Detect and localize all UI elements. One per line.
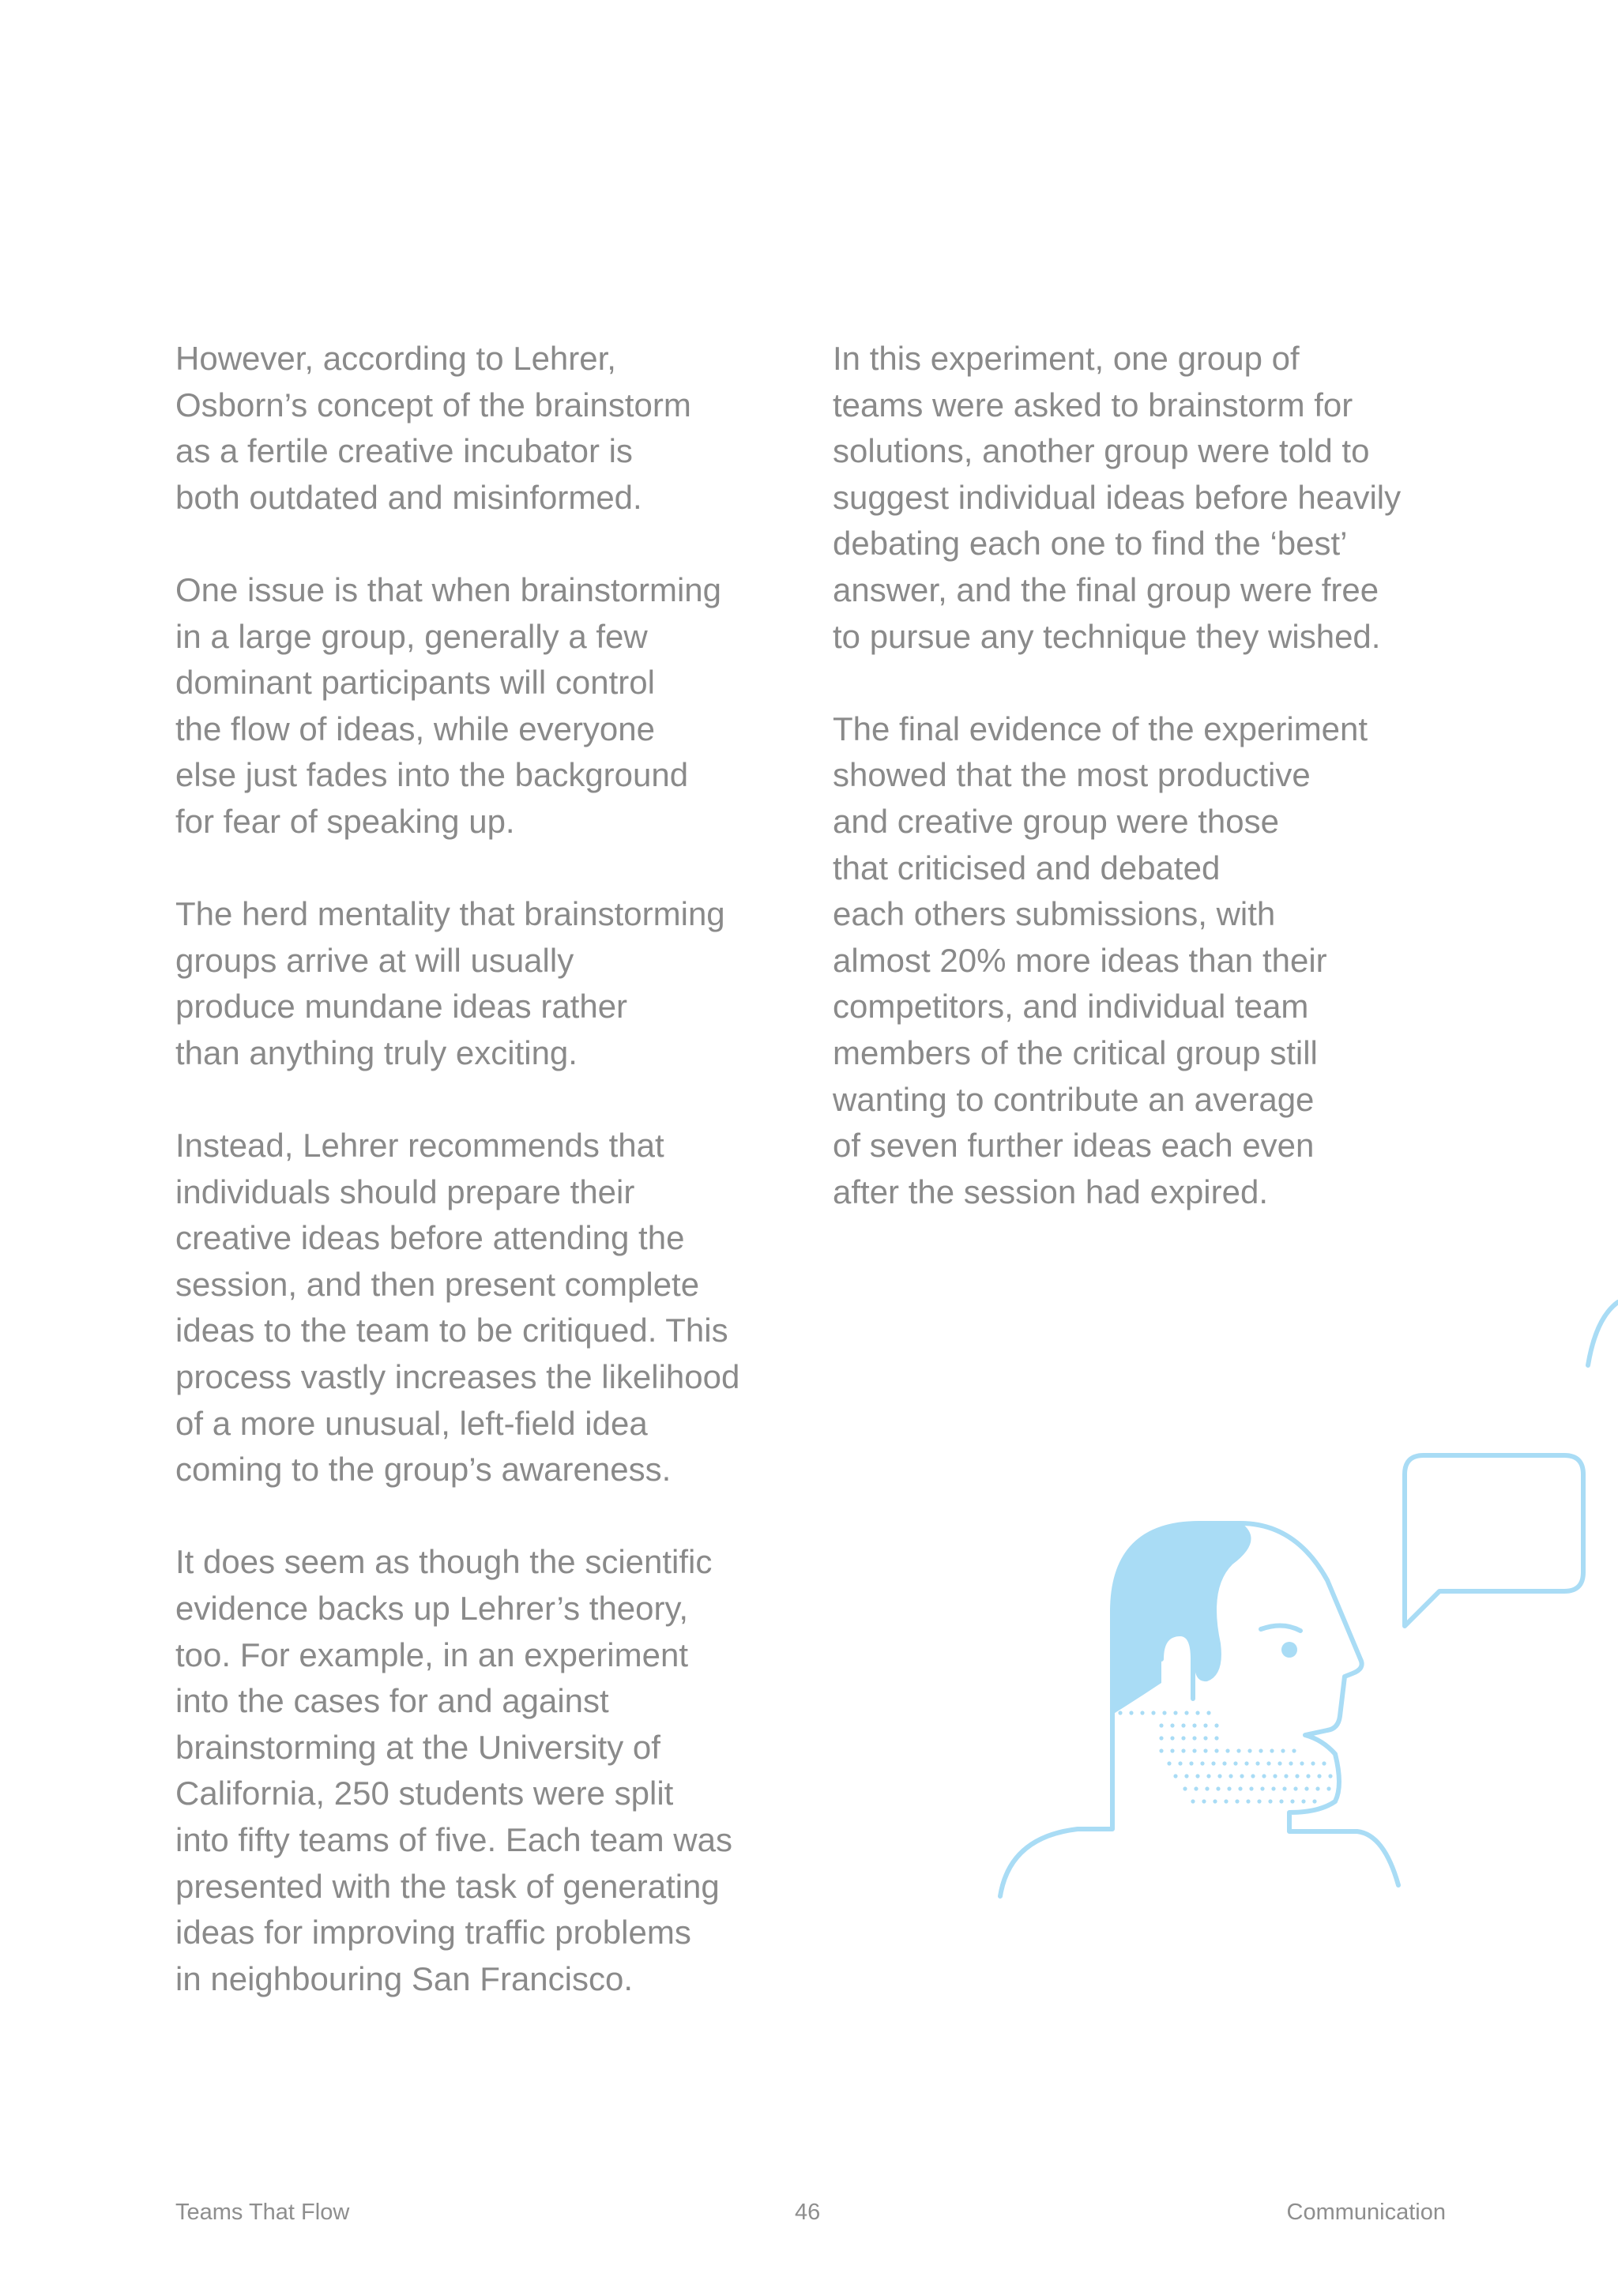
stubble-dot (1129, 1711, 1133, 1714)
text-line: and creative group were those (833, 802, 1280, 840)
page-number: 46 (795, 2200, 821, 2225)
stubble-dot (1118, 1711, 1122, 1714)
text-line: after the session had expired. (833, 1172, 1269, 1210)
text-line: suggest individual ideas before heavily (833, 478, 1402, 516)
stubble-dot (1167, 1761, 1171, 1765)
text-line: of a more unusual, left-field idea (175, 1404, 648, 1442)
stubble-dot (1184, 1711, 1188, 1714)
stubble-dot (1284, 1774, 1288, 1778)
stubble-dot (1203, 1723, 1207, 1727)
stubble-dot (1181, 1736, 1185, 1740)
text-line: presented with the task of generating (175, 1867, 720, 1905)
stubble-dot (1159, 1748, 1163, 1752)
stubble-dot (1222, 1761, 1226, 1765)
stubble-dot (1184, 1774, 1188, 1778)
stubble-dot (1159, 1736, 1163, 1740)
stubble-dot (1244, 1761, 1248, 1765)
stubble-dot (1214, 1736, 1218, 1740)
text-line: individuals should prepare their (175, 1172, 635, 1210)
stubble-dot (1214, 1723, 1218, 1727)
right-column (833, 336, 1528, 1262)
paragraph (175, 567, 807, 845)
text-line: solutions, another group were told to (833, 432, 1370, 470)
stubble-dot (1235, 1799, 1239, 1803)
stubble-dot (1290, 1799, 1294, 1803)
text-line: each others submissions, with (833, 895, 1276, 933)
stubble-dot (1304, 1786, 1308, 1790)
text-line: dominant participants will control (175, 664, 655, 702)
eyebrow-shape (1261, 1625, 1300, 1631)
stubble-dot (1270, 1748, 1274, 1752)
paragraph (833, 706, 1528, 1216)
stubble-dot (1281, 1748, 1285, 1752)
stubble-dot (1194, 1786, 1198, 1790)
stubble-dot (1203, 1748, 1207, 1752)
stubble-dot (1206, 1774, 1210, 1778)
stubble-dot (1247, 1748, 1251, 1752)
stubble-dot (1295, 1774, 1299, 1778)
stubble-dot (1192, 1748, 1196, 1752)
stubble-dot (1279, 1799, 1283, 1803)
stubble-dot (1203, 1736, 1207, 1740)
paragraph (175, 1123, 807, 1493)
left-column (175, 336, 807, 2049)
text-line: wanting to contribute an average (833, 1080, 1315, 1118)
text-line: produce mundane ideas rather (175, 988, 628, 1026)
text-line: competitors, and individual team (833, 988, 1309, 1026)
stubble-dot (1227, 1786, 1231, 1790)
stubble-dot (1262, 1774, 1266, 1778)
stubble-dot (1259, 1748, 1262, 1752)
stubble-dot (1211, 1761, 1215, 1765)
stubble-dot (1240, 1774, 1244, 1778)
stubble-dot (1192, 1736, 1196, 1740)
text-line: debating each one to find the ‘best’ (833, 525, 1348, 563)
stubble-dot (1300, 1761, 1304, 1765)
text-line: session, and then present complete (175, 1265, 700, 1303)
stubble-dot (1191, 1799, 1195, 1803)
stubble-dot (1238, 1786, 1242, 1790)
footer-book-title: Teams That Flow (175, 2200, 350, 2225)
stubble-dot (1192, 1723, 1196, 1727)
stubble-dot (1183, 1786, 1187, 1790)
stubble-dot (1315, 1786, 1319, 1790)
stubble-dot (1277, 1761, 1281, 1765)
text-line: groups arrive at will usually (175, 941, 574, 979)
text-line: ideas for improving traffic problems (175, 1914, 691, 1952)
stubble-dot (1140, 1711, 1144, 1714)
text-line: that criticised and debated (833, 849, 1221, 886)
stubble-dot (1159, 1723, 1163, 1727)
text-line: ideas to the team to be critiqued. This (175, 1312, 728, 1349)
stubble-dot (1205, 1786, 1209, 1790)
stubble-dot (1225, 1748, 1229, 1752)
stubble-dots (1118, 1711, 1332, 1803)
text-line: It does seem as though the scientific (175, 1543, 713, 1581)
person-speech-bubble-icon (980, 1288, 1618, 1920)
stubble-dot (1289, 1761, 1293, 1765)
text-line: into fifty teams of five. Each team was (175, 1821, 732, 1858)
stubble-dot (1292, 1748, 1296, 1752)
stubble-dot (1257, 1799, 1261, 1803)
speech-bubble-icon (1405, 1455, 1583, 1626)
stubble-dot (1246, 1799, 1250, 1803)
hair-shape (1112, 1523, 1251, 1714)
stubble-dot (1195, 1774, 1199, 1778)
stubble-dot (1224, 1799, 1228, 1803)
paragraph (175, 336, 807, 521)
partial-circle-shape (1588, 1302, 1618, 1365)
stubble-dot (1249, 1786, 1253, 1790)
text-line: evidence backs up Lehrer’s theory, (175, 1590, 689, 1628)
stubble-dot (1170, 1736, 1174, 1740)
stubble-dot (1206, 1711, 1210, 1714)
stubble-dot (1151, 1711, 1155, 1714)
text-line: than anything truly exciting. (175, 1033, 578, 1071)
stubble-dot (1322, 1761, 1326, 1765)
stubble-dot (1200, 1761, 1204, 1765)
text-line: showed that the most productive (833, 756, 1311, 794)
text-line: In this experiment, one group of (833, 340, 1300, 377)
stubble-dot (1326, 1786, 1330, 1790)
body-outline-shape (1000, 1711, 1112, 1896)
text-line: too. For example, in an experiment (175, 1635, 688, 1673)
stubble-dot (1233, 1761, 1237, 1765)
stubble-dot (1293, 1786, 1297, 1790)
stubble-dot (1173, 1711, 1177, 1714)
stubble-dot (1162, 1711, 1166, 1714)
text-line: members of the critical group still (833, 1033, 1318, 1071)
stubble-dot (1229, 1774, 1232, 1778)
text-line: Osborn’s concept of the brainstorm (175, 386, 691, 423)
stubble-dot (1178, 1761, 1182, 1765)
stubble-dot (1271, 1786, 1275, 1790)
text-line: Instead, Lehrer recommends that (175, 1127, 664, 1165)
text-line: California, 250 students were split (175, 1775, 674, 1812)
stubble-dot (1217, 1774, 1221, 1778)
stubble-dot (1328, 1774, 1332, 1778)
text-line: process vastly increases the likelihood (175, 1358, 740, 1396)
paragraph (833, 336, 1528, 660)
stubble-dot (1301, 1799, 1305, 1803)
text-line: creative ideas before attending the (175, 1219, 685, 1257)
stubble-dot (1306, 1774, 1310, 1778)
stubble-dot (1181, 1723, 1185, 1727)
footer-section: Communication (1286, 2200, 1446, 2225)
stubble-dot (1273, 1774, 1277, 1778)
stubble-dot (1317, 1774, 1321, 1778)
stubble-dot (1266, 1761, 1270, 1765)
stubble-dot (1195, 1711, 1199, 1714)
text-line: brainstorming at the University of (175, 1728, 660, 1766)
text-line: The final evidence of the experiment (833, 710, 1368, 747)
stubble-dot (1213, 1799, 1217, 1803)
stubble-dot (1260, 1786, 1264, 1790)
stubble-dot (1312, 1799, 1316, 1803)
paragraph (175, 891, 807, 1076)
text-line: the flow of ideas, while everyone (175, 710, 656, 747)
text-line: to pursue any technique they wished. (833, 617, 1381, 655)
stubble-dot (1268, 1799, 1272, 1803)
stubble-dot (1189, 1761, 1193, 1765)
stubble-dot (1255, 1761, 1259, 1765)
stubble-dot (1202, 1799, 1206, 1803)
stubble-dot (1173, 1774, 1177, 1778)
text-line: both outdated and misinformed. (175, 478, 642, 516)
stubble-dot (1311, 1761, 1315, 1765)
eye-shape (1281, 1642, 1297, 1658)
text-line: One issue is that when brainstorming (175, 570, 722, 608)
stubble-dot (1181, 1748, 1185, 1752)
text-line: in neighbouring San Francisco. (175, 1959, 634, 1997)
text-line: answer, and the final group were free (833, 570, 1379, 608)
ear-shape (1161, 1634, 1193, 1699)
text-line: else just fades into the background (175, 756, 689, 794)
text-line: of seven further ideas each even (833, 1127, 1315, 1165)
stubble-dot (1170, 1723, 1174, 1727)
stubble-dot (1251, 1774, 1255, 1778)
text-line: into the cases for and against (175, 1682, 609, 1720)
text-line: The herd mentality that brainstorming (175, 895, 725, 933)
stubble-dot (1216, 1786, 1220, 1790)
text-line: in a large group, generally a few (175, 617, 648, 655)
text-line: However, according to Lehrer, (175, 340, 616, 377)
stubble-dot (1170, 1748, 1174, 1752)
paragraph (175, 1539, 807, 2002)
text-line: coming to the group’s awareness. (175, 1451, 672, 1489)
text-line: as a fertile creative incubator is (175, 432, 633, 470)
text-line: for fear of speaking up. (175, 802, 515, 840)
text-line: almost 20% more ideas than their (833, 941, 1327, 979)
stubble-dot (1282, 1786, 1286, 1790)
stubble-dot (1236, 1748, 1240, 1752)
stubble-dot (1214, 1748, 1218, 1752)
text-line: teams were asked to brainstorm for (833, 386, 1353, 423)
